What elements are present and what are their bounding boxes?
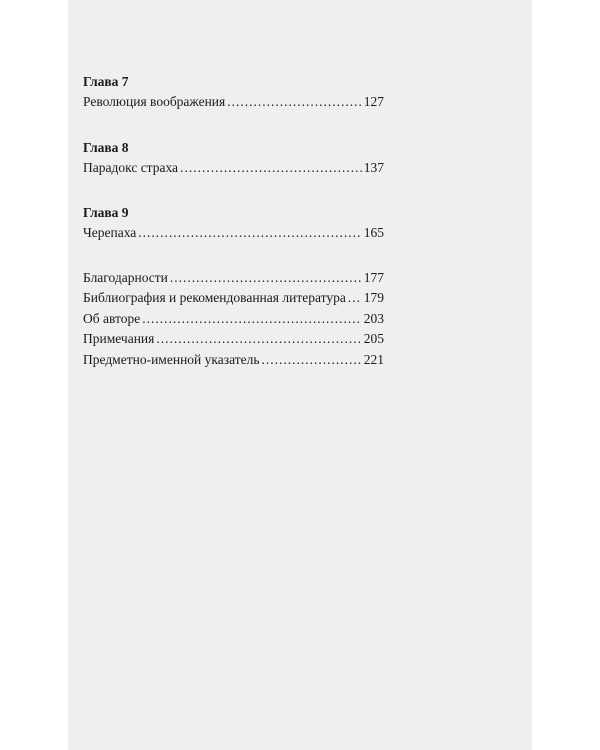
entry-title: Об авторе <box>83 310 141 326</box>
entry-title: Примечания <box>83 331 155 346</box>
dot-leader <box>180 158 362 179</box>
dot-leader <box>142 309 362 330</box>
dot-leader <box>348 288 362 309</box>
entry-page-number: 205 <box>363 331 384 346</box>
chapter-heading: Глава 9 <box>83 205 129 220</box>
chapter-9 <box>83 202 384 244</box>
toc-entry <box>83 329 384 350</box>
chapter-8 <box>83 137 384 179</box>
entry-page-number: 177 <box>363 269 384 285</box>
toc-entry <box>83 309 384 330</box>
toc-entry <box>83 92 384 113</box>
chapter-heading: Глава 7 <box>83 74 129 89</box>
entry-title: Предметно-именной указатель <box>83 351 260 367</box>
entry-page-number: 137 <box>363 159 384 175</box>
table-of-contents <box>83 71 384 370</box>
toc-entry <box>83 223 384 244</box>
chapter-heading: Глава 8 <box>83 139 129 155</box>
toc-entry <box>83 288 384 309</box>
entry-title: Революция воображения <box>83 94 226 109</box>
entry-page-number: 221 <box>363 351 384 367</box>
entry-title: Парадокс страха <box>83 159 179 175</box>
dot-leader <box>170 268 362 289</box>
entry-page-number: 127 <box>363 94 384 109</box>
entry-page-number: 165 <box>363 225 384 240</box>
toc-entry <box>83 268 384 289</box>
toc-entry <box>83 158 384 179</box>
entry-title: Библиография и рекомендованная литература <box>83 290 346 305</box>
dot-leader <box>227 92 362 113</box>
entry-title: Благодарности <box>83 269 168 285</box>
dot-leader <box>138 223 361 244</box>
entry-title: Черепаха <box>83 225 137 240</box>
dot-leader <box>156 329 361 350</box>
dot-leader <box>262 350 362 371</box>
toc-entry <box>83 350 384 371</box>
entry-page-number: 203 <box>363 310 384 326</box>
entry-page-number: 179 <box>363 290 384 305</box>
back-matter <box>83 268 384 371</box>
chapter-7 <box>83 71 384 113</box>
